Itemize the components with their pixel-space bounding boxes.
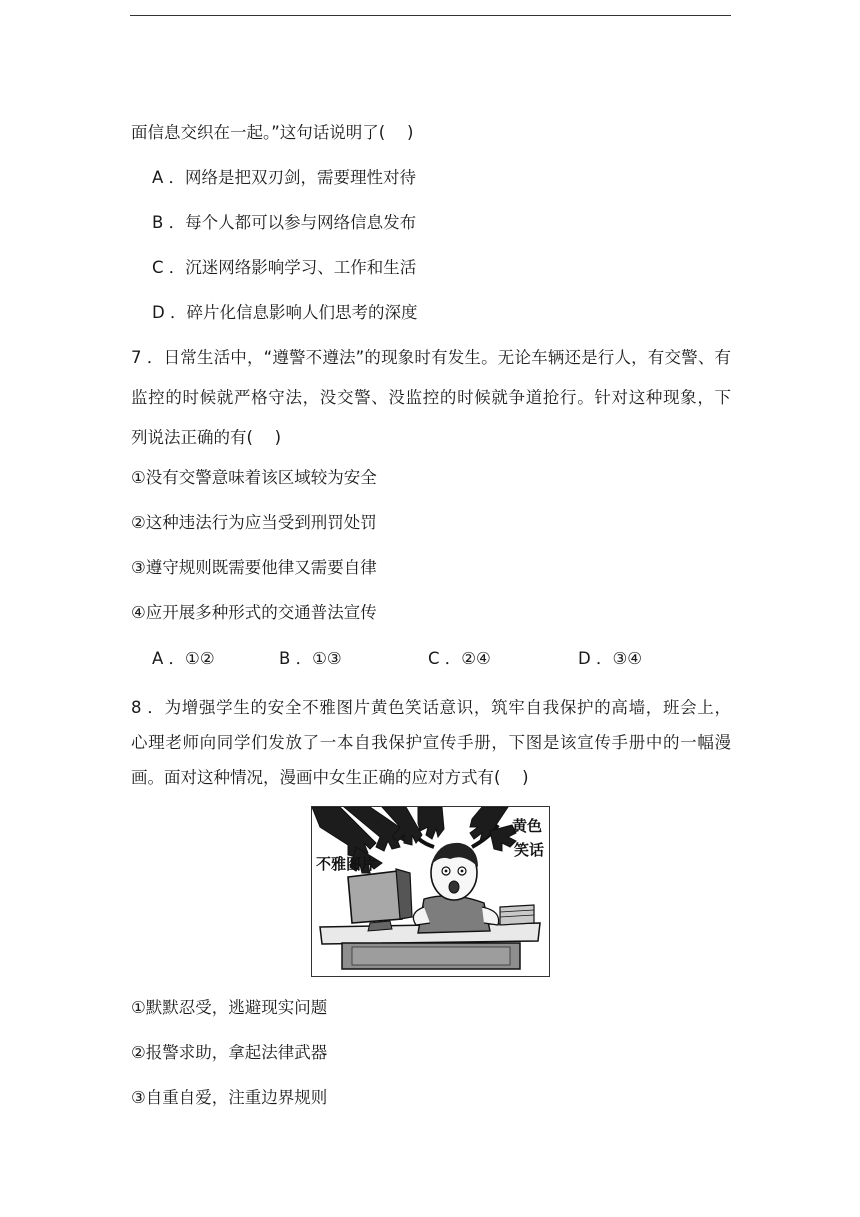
q7-statement-3: ③遵守规则既需要他律又需要自律 bbox=[131, 558, 377, 577]
q8-cartoon-illustration bbox=[312, 807, 548, 975]
computer-monitor-shape bbox=[348, 871, 402, 923]
q7-choice-b[interactable]: B ．①③ bbox=[279, 649, 342, 668]
q7-stem-line-3: 列说法正确的有( ) bbox=[131, 428, 282, 447]
q8-stem-line-3: 画。面对这种情况，漫画中女生正确的应对方式有( ) bbox=[131, 768, 529, 787]
q7-choices-row bbox=[0, 649, 860, 671]
q8-cartoon-figure bbox=[311, 806, 550, 977]
girl-body-shape bbox=[418, 896, 490, 933]
q6-option-c[interactable]: C ．沉迷网络影响学习、工作和生活 bbox=[152, 258, 417, 277]
cartoon-label-right-2: 笑话 bbox=[514, 841, 545, 859]
q6-option-d[interactable]: D ．碎片化信息影响人们思考的深度 bbox=[152, 303, 418, 322]
q8-statement-3: ③自重自爱，注重边界规则 bbox=[131, 1088, 328, 1107]
q7-statement-4: ④应开展多种形式的交通普法宣传 bbox=[131, 603, 377, 622]
q7-stem-line-1: 7 ．日常生活中，“遵警不遵法”的现象时有发生。无论车辆还是行人，有交警、有 bbox=[131, 348, 731, 367]
q8-stem-line-1: 8 ．为增强学生的安全不雅图片黄色笑话意识，筑牢自我保护的高墙，班会上， bbox=[131, 698, 731, 717]
q6-stem-tail: 面信息交织在一起。”这句话说明了( ) bbox=[131, 123, 414, 142]
q7-statement-1: ①没有交警意味着该区域较为安全 bbox=[131, 468, 377, 487]
q7-choice-a[interactable]: A ．①② bbox=[152, 649, 215, 668]
q7-stem-line-2: 监控的时候就严格守法，没交警、没监控的时候就争道抢行。针对这种现象，下 bbox=[131, 388, 731, 407]
q8-statement-1: ①默默忍受，逃避现实问题 bbox=[131, 998, 328, 1017]
q6-option-b[interactable]: B ．每个人都可以参与网络信息发布 bbox=[152, 213, 417, 232]
q7-statement-2: ②这种违法行为应当受到刑罚处罚 bbox=[131, 513, 377, 532]
girl-mouth-shape bbox=[449, 881, 459, 893]
q7-choice-c[interactable]: C ．②④ bbox=[428, 649, 491, 668]
cartoon-label-left: 不雅图片 bbox=[316, 855, 377, 873]
q6-option-a[interactable]: A ．网络是把双刃剑，需要理性对待 bbox=[152, 168, 417, 187]
q7-choice-d[interactable]: D ．③④ bbox=[578, 649, 643, 668]
header-rule bbox=[130, 15, 731, 16]
q8-statement-2: ②报警求助，拿起法律武器 bbox=[131, 1043, 328, 1062]
cartoon-label-right-1: 黄色 bbox=[512, 817, 543, 835]
q8-stem-line-2: 心理老师向同学们发放了一本自我保护宣传手册，下图是该宣传手册中的一幅漫 bbox=[131, 733, 731, 752]
